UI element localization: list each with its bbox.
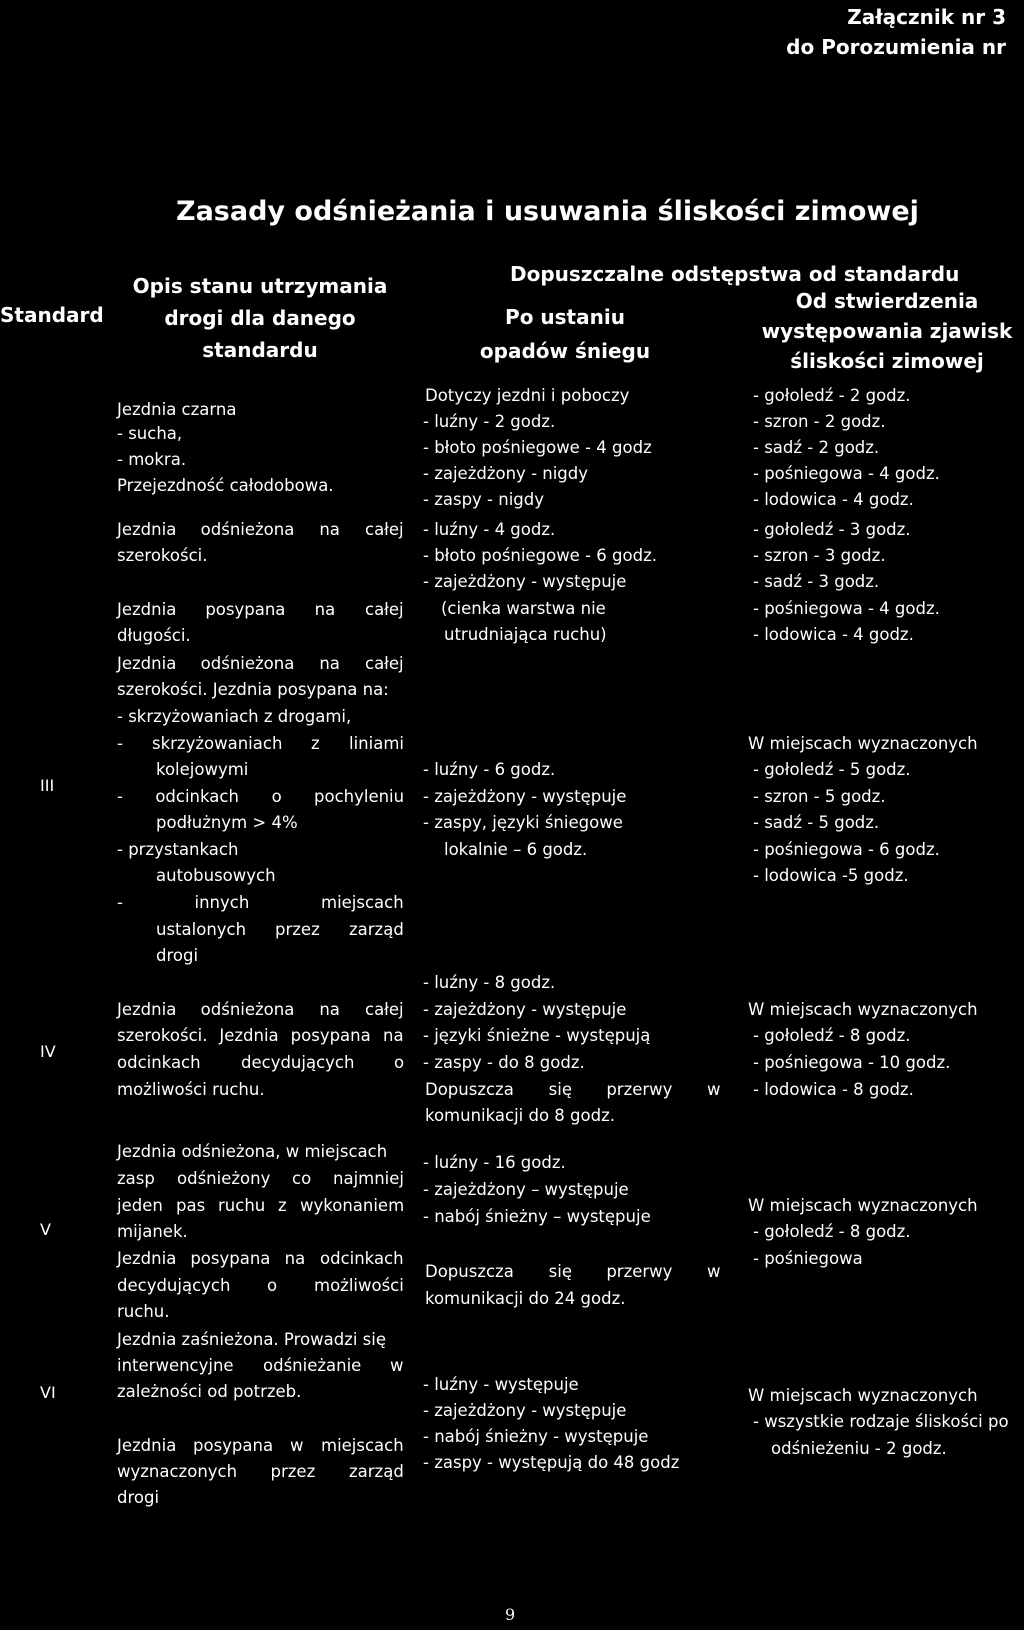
standard-label-VI: VI: [40, 1383, 56, 1402]
standard-label-IV: IV: [40, 1042, 56, 1061]
desc-line: Jezdnia zaśnieżona. Prowadzi się: [117, 1330, 387, 1349]
header-after-slippery-line: Od stwierdzenia: [795, 289, 979, 313]
slippery-line: - pośniegowa - 4 godz.: [753, 599, 940, 618]
snow-line: komunikacji do 24 godz.: [425, 1289, 626, 1308]
snow-line: Dotyczy jezdni i poboczy: [425, 386, 630, 405]
slippery-line: W miejscach wyznaczonych: [748, 1000, 978, 1019]
desc-line: ruchu.: [117, 1302, 170, 1321]
slippery-line: odśnieżeniu - 2 godz.: [771, 1439, 947, 1458]
snow-line: - luźny - występuje: [423, 1375, 579, 1394]
desc-line: - sucha,: [117, 424, 183, 443]
desc-line: - przystankach: [117, 840, 239, 859]
snow-line: komunikacji do 8 godz.: [425, 1106, 615, 1125]
snow-line: - zaspy - nigdy: [423, 490, 545, 509]
header-after-snowfall-line: opadów śniegu: [479, 339, 651, 363]
snow-line: - zajeżdżony - nigdy: [423, 464, 589, 483]
slippery-line: - gołoledź - 8 godz.: [753, 1222, 911, 1241]
slippery-line: - pośniegowa - 10 godz.: [753, 1053, 951, 1072]
snow-line: - luźny - 6 godz.: [423, 760, 556, 779]
slippery-line: W miejscach wyznaczonych: [748, 1386, 978, 1405]
snow-line: lokalnie – 6 godz.: [444, 840, 588, 859]
slippery-line: - szron - 5 godz.: [753, 787, 886, 806]
standard-label-III: III: [40, 776, 55, 795]
page-number: 9: [505, 1605, 516, 1624]
standard-label-V: V: [40, 1220, 51, 1239]
slippery-line: - gołoledź - 2 godz.: [753, 386, 911, 405]
slippery-line: - gołoledź - 8 godz.: [753, 1026, 911, 1045]
snow-line: - nabój śnieżny - występuje: [423, 1427, 649, 1446]
header-standard: Standard: [0, 303, 104, 327]
snow-line: - zajeżdżony - występuje: [423, 572, 627, 591]
desc-line: Przejezdność całodobowa.: [117, 476, 334, 495]
snow-line: - zaspy - występują do 48 godz: [423, 1453, 680, 1472]
desc-line: Jezdnia odśnieżona, w miejscach: [117, 1142, 388, 1161]
header-description-line: standardu: [202, 338, 318, 362]
desc-line: kolejowymi: [156, 760, 249, 779]
desc-line: możliwości ruchu.: [117, 1080, 265, 1099]
snow-line: - zajeżdżony - występuje: [423, 1401, 627, 1420]
snow-line: - zajeżdżony - występuje: [423, 787, 627, 806]
snow-line: (cienka warstwa nie: [441, 599, 606, 618]
snow-line: - zajeżdżony – występuje: [423, 1180, 629, 1199]
slippery-line: - sadź - 2 godz.: [753, 438, 880, 457]
desc-line: mijanek.: [117, 1222, 188, 1241]
desc-line: szerokości.: [117, 546, 208, 565]
desc-line: podłużnym > 4%: [156, 813, 298, 832]
slippery-line: - sadź - 3 godz.: [753, 572, 880, 591]
header-after-slippery-line: śliskości zimowej: [790, 349, 984, 373]
snow-line: - luźny - 4 godz.: [423, 520, 556, 539]
slippery-line: - pośniegowa: [753, 1249, 863, 1268]
slippery-line: - lodowica - 4 godz.: [753, 625, 914, 644]
header-description-line: drogi dla danego: [164, 306, 356, 330]
snow-line: - luźny - 8 godz.: [423, 973, 556, 992]
slippery-line: - sadź - 5 godz.: [753, 813, 880, 832]
slippery-line: W miejscach wyznaczonych: [748, 1196, 978, 1215]
slippery-line: - gołoledź - 5 godz.: [753, 760, 911, 779]
header-description-line: Opis stanu utrzymania: [132, 274, 388, 298]
header-after-snowfall: [435, 300, 695, 368]
page-title: Zasady odśnieżania i usuwania śliskości zimowej: [176, 196, 919, 227]
slippery-line: - pośniegowa - 4 godz.: [753, 464, 940, 483]
attachment-heading: [786, 2, 1006, 62]
snow-line: utrudniająca ruchu): [444, 625, 607, 644]
snow-line: - luźny - 16 godz.: [423, 1153, 566, 1172]
snow-line: - zajeżdżony - występuje: [423, 1000, 627, 1019]
slippery-line: - wszystkie rodzaje śliskości po: [753, 1412, 1009, 1431]
desc-line: autobusowych: [156, 866, 276, 885]
snow-line: - luźny - 2 godz.: [423, 412, 556, 431]
desc-line: drogi: [156, 946, 199, 965]
attachment-line-1: Załącznik nr 3: [847, 5, 1006, 29]
desc-line: zależności od potrzeb.: [117, 1382, 302, 1401]
slippery-line: W miejscach wyznaczonych: [748, 734, 978, 753]
desc-line: - mokra.: [117, 450, 187, 469]
attachment-line-2: do Porozumienia nr: [786, 35, 1006, 59]
snow-line: - języki śnieżne - występują: [423, 1026, 651, 1045]
slippery-line: - lodowica - 4 godz.: [753, 490, 914, 509]
header-deviations: Dopuszczalne odstępstwa od standardu: [510, 262, 960, 286]
desc-line: szerokości. Jezdnia posypana na:: [117, 680, 389, 699]
slippery-line: - lodowica -5 godz.: [753, 866, 909, 885]
desc-line: - skrzyżowaniach z drogami,: [117, 707, 352, 726]
desc-line: drogi: [117, 1488, 160, 1507]
snow-line: - zaspy, języki śniegowe: [423, 813, 623, 832]
slippery-line: - szron - 2 godz.: [753, 412, 886, 431]
snow-line: - nabój śnieżny – występuje: [423, 1207, 651, 1226]
header-description: [115, 270, 405, 366]
slippery-line: - pośniegowa - 6 godz.: [753, 840, 940, 859]
desc-line: długości.: [117, 626, 191, 645]
slippery-line: - gołoledź - 3 godz.: [753, 520, 911, 539]
snow-line: - błoto pośniegowe - 6 godz.: [423, 546, 657, 565]
header-after-snowfall-line: Po ustaniu: [505, 305, 625, 329]
slippery-line: - szron - 3 godz.: [753, 546, 886, 565]
header-after-slippery-line: występowania zjawisk: [761, 319, 1013, 343]
snow-line: - zaspy - do 8 godz.: [423, 1053, 585, 1072]
slippery-line: - lodowica - 8 godz.: [753, 1080, 914, 1099]
header-after-slippery: [750, 286, 1024, 376]
desc-line: Jezdnia czarna: [117, 400, 237, 419]
snow-line: - błoto pośniegowe - 4 godz: [423, 438, 652, 457]
